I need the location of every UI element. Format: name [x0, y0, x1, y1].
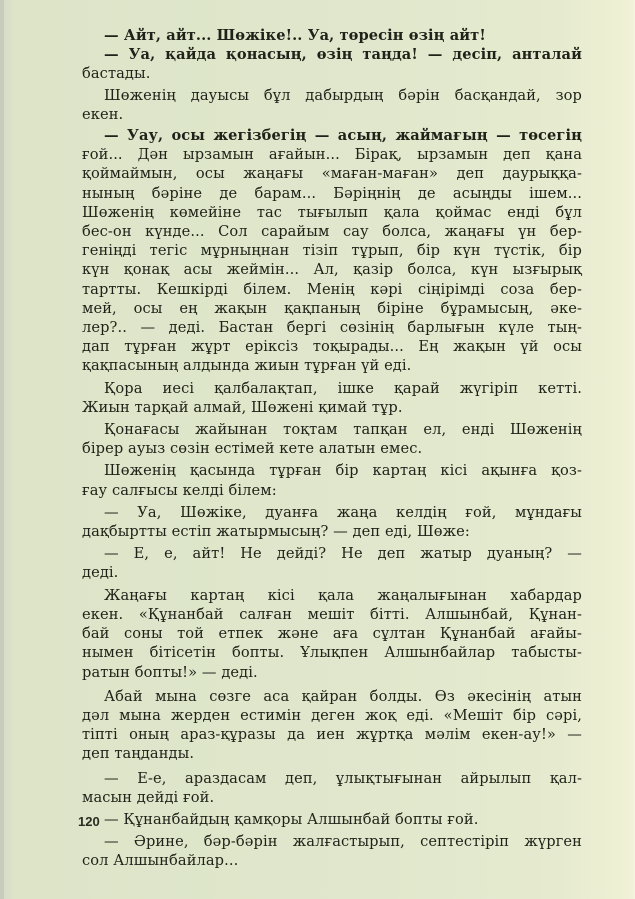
- paragraph: [82, 687, 582, 764]
- paragraph: [82, 26, 582, 45]
- text-line: ратын бопты!» — деді.: [82, 663, 258, 681]
- text-line: деді.: [82, 564, 119, 582]
- paragraph: [82, 420, 582, 458]
- paragraph: [82, 461, 582, 499]
- text-line: — Әрине, бәр-бәрін жалғастырып, септестіріп жүрген: [104, 833, 582, 851]
- paragraph: [82, 379, 582, 417]
- text-line: дәл мына жерден естимін деген жоқ еді. «Мешіт бір сәрі,: [82, 706, 582, 724]
- paragraph: [82, 126, 582, 376]
- text-line: — Уау, осы жегізбегің — асың, жаймағың — төсегің: [104, 127, 582, 145]
- text-line: күн қонақ асы жеймін... Ал, қазір болса, күн ызғырық: [82, 261, 582, 279]
- text-line: тіпті оның араз-құразы да иен жұртқа мәлім екен-ау!» —: [82, 726, 582, 744]
- text-line: бес-он күнде... Сол сарайым сау болса, жаңағы үн бер-: [82, 223, 582, 241]
- paragraph: [82, 45, 582, 83]
- text-line: нымен бітісетін бопты. Ұлықпен Алшынбайлар табысты-: [82, 644, 582, 662]
- text-line: екен.: [82, 105, 124, 123]
- paragraph: [82, 810, 582, 829]
- page-left-edge: [0, 0, 4, 899]
- text-line: — Е, е, айт! Не дейді? Не деп жатыр дуаның? —: [104, 545, 582, 563]
- text-line: масын дейді ғой.: [82, 788, 215, 806]
- text-line: — Құнанбайдың қамқоры Алшынбай бопты ғой.: [104, 810, 479, 828]
- text-line: Шөженің дауысы бұл дабырдың бәрін басқандай, зор: [104, 86, 582, 104]
- text-line: бай соны той етпек және аға сұлтан Құнанбай ағайы-: [82, 625, 582, 643]
- text-line: сол Алшынбайлар...: [82, 852, 239, 870]
- text-line: дап тұрған жұрт еріксіз тоқырады... Ең жақын үй осы: [82, 338, 582, 356]
- text-line: ғой... Дән ырзамын ағайын... Бірақ, ырзамын деп қана: [82, 146, 582, 164]
- text-line: — Уа, қайда қонасың, өзің таңда! — десіп, анталай: [104, 46, 582, 64]
- text-line: ғау салғысы келді білем:: [82, 481, 277, 499]
- paragraph: [82, 832, 582, 870]
- text-line: — Е-е, араздасам деп, ұлықтығынан айрылып қал-: [104, 769, 582, 787]
- text-line: — Айт, айт... Шөжіке!.. Уа, төресін өзің айт!: [104, 27, 486, 44]
- paragraph: [82, 86, 582, 124]
- text-line: мей, осы ең жақын қақпаның біріне бұрамысың, әке-: [82, 299, 582, 317]
- text-line: Жаңағы картаң кісі қала жаңалығынан хабардар: [104, 586, 582, 604]
- paragraph: [82, 769, 582, 807]
- text-line: лер?.. — деді. Бастан бергі сөзінің барлығын күле тың-: [82, 319, 582, 337]
- text-line: Шөженің қасында тұрған бір картаң кісі ақынға қоз-: [104, 462, 582, 480]
- text-line: бірер ауыз сөзін естімей кете алатын емес.: [82, 440, 423, 458]
- text-line: дақбыртты естіп жатырмысың? — деп еді, Шөже:: [82, 523, 470, 541]
- text-line: Жиын тарқай алмай, Шөжені қимай тұр.: [82, 398, 403, 416]
- paragraph: [82, 544, 582, 582]
- paragraph: [82, 503, 582, 541]
- text-line: деп таңданды.: [82, 745, 195, 763]
- text-line: Қонағасы жайынан тоқтам тапқан ел, енді Шөженің: [104, 421, 582, 439]
- text-line: Абай мына сөзге аса қайран болды. Өз әкесінің атын: [104, 687, 582, 705]
- text-line: Қора иесі қалбалақтап, ішке қарай жүгіріп кетті.: [104, 379, 582, 397]
- text-line: қоймаймын, осы жаңағы «маған-маған» деп даурыққа-: [82, 165, 582, 183]
- text-line: тартты. Кешкірді білем. Менің кәрі сіңірімді созa бер-: [82, 280, 582, 298]
- page-number: 120: [78, 814, 100, 829]
- text-line: Шөженің көмейіне тас тығылып қала қоймас енді бұл: [82, 203, 582, 221]
- book-page-text: [82, 26, 582, 871]
- text-line: геніңді тегіс мұрныңнан тізіп тұрып, бір күн түстік, бір: [82, 242, 582, 260]
- text-line: нының бәріне де барам... Бәріңнің де асыңды ішем...: [82, 184, 582, 202]
- text-line: бастады.: [82, 65, 151, 83]
- text-line: екен. «Құнанбай салған мешіт бітті. Алшынбай, Құнан-: [82, 605, 582, 623]
- text-line: қақпасының алдында жиын тұрған үй еді.: [82, 357, 412, 375]
- paragraph: [82, 586, 582, 682]
- page-right-edge: [630, 0, 635, 899]
- text-line: — Уа, Шөжіке, дуанға жаңа келдің ғой, мұндағы: [104, 503, 582, 521]
